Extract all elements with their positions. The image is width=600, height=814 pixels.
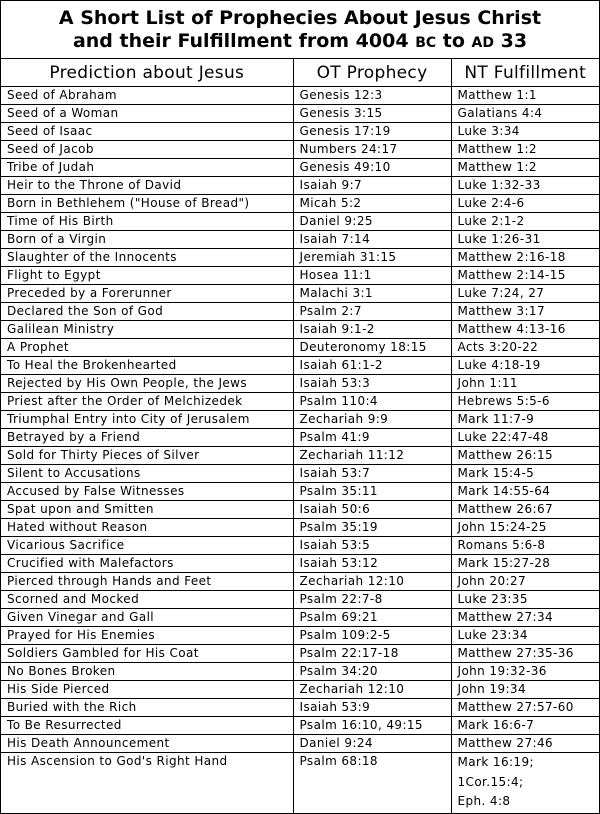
table-row: [1, 483, 599, 501]
prediction-cell: His Ascension to God's Right Hand: [1, 753, 293, 813]
table-row: [1, 357, 599, 375]
prediction-cell: Triumphal Entry into City of Jerusalem: [1, 411, 293, 429]
nt-fulfillment-cell: Matthew 27:46: [451, 735, 599, 753]
prediction-cell: No Bones Broken: [1, 663, 293, 681]
prediction-cell: Galilean Ministry: [1, 321, 293, 339]
prediction-cell: Crucified with Malefactors: [1, 555, 293, 573]
nt-fulfillment-cell: Luke 22:47-48: [451, 429, 599, 447]
nt-fulfillment-cell: Mark 15:4-5: [451, 465, 599, 483]
prediction-cell: Accused by False Witnesses: [1, 483, 293, 501]
table-row-last: [1, 753, 599, 813]
prediction-cell: Betrayed by a Friend: [1, 429, 293, 447]
era-ad: AD: [471, 35, 494, 51]
prophecy-table: [1, 59, 599, 813]
ot-prophecy-cell: Numbers 24:17: [293, 141, 451, 159]
table-row: [1, 87, 599, 105]
prediction-cell: Declared the Son of God: [1, 303, 293, 321]
ot-prophecy-cell: Micah 5:2: [293, 195, 451, 213]
table-row: [1, 159, 599, 177]
nt-fulfillment-cell: Luke 2:1-2: [451, 213, 599, 231]
table-row: [1, 285, 599, 303]
table-row: [1, 501, 599, 519]
nt-fulfillment-cell: Luke 23:34: [451, 627, 599, 645]
ot-prophecy-cell: Isaiah 53:9: [293, 699, 451, 717]
nt-fulfillment-cell: Luke 1:32-33: [451, 177, 599, 195]
prediction-cell: Seed of a Woman: [1, 105, 293, 123]
ot-prophecy-cell: Psalm 35:19: [293, 519, 451, 537]
nt-fulfillment-cell: Matthew 27:34: [451, 609, 599, 627]
nt-fulfillment-cell: John 19:32-36: [451, 663, 599, 681]
table-row: [1, 663, 599, 681]
prediction-cell: Rejected by His Own People, the Jews: [1, 375, 293, 393]
ot-prophecy-cell: Psalm 68:18: [293, 753, 451, 813]
prediction-cell: A Prophet: [1, 339, 293, 357]
table-row: [1, 465, 599, 483]
ot-prophecy-cell: Genesis 17:19: [293, 123, 451, 141]
nt-fulfillment-cell: Luke 2:4-6: [451, 195, 599, 213]
nt-fulfillment-cell: John 1:11: [451, 375, 599, 393]
ot-prophecy-cell: Isaiah 9:7: [293, 177, 451, 195]
table-row: [1, 429, 599, 447]
prediction-cell: Given Vinegar and Gall: [1, 609, 293, 627]
ot-prophecy-cell: Isaiah 61:1-2: [293, 357, 451, 375]
nt-fulfillment-cell: Mark 16:6-7: [451, 717, 599, 735]
table-row: [1, 519, 599, 537]
ot-prophecy-cell: Isaiah 50:6: [293, 501, 451, 519]
table-row: [1, 609, 599, 627]
ot-prophecy-cell: Deuteronomy 18:15: [293, 339, 451, 357]
nt-line: 1Cor.15:4;: [457, 774, 524, 789]
table-row: [1, 195, 599, 213]
table-row: [1, 735, 599, 753]
nt-fulfillment-cell: Matthew 1:2: [451, 141, 599, 159]
nt-fulfillment-cell: Matthew 2:14-15: [451, 267, 599, 285]
ot-prophecy-cell: Isaiah 7:14: [293, 231, 451, 249]
prediction-cell: Time of His Birth: [1, 213, 293, 231]
prediction-cell: His Side Pierced: [1, 681, 293, 699]
table-body: [1, 87, 599, 813]
ot-prophecy-cell: Psalm 35:11: [293, 483, 451, 501]
ot-prophecy-cell: Psalm 22:7-8: [293, 591, 451, 609]
ot-prophecy-cell: Genesis 49:10: [293, 159, 451, 177]
nt-fulfillment-cell: Mark 11:7-9: [451, 411, 599, 429]
ot-prophecy-cell: Zechariah 12:10: [293, 573, 451, 591]
nt-fulfillment-cell: Galatians 4:4: [451, 105, 599, 123]
prediction-cell: Pierced through Hands and Feet: [1, 573, 293, 591]
prediction-cell: Slaughter of the Innocents: [1, 249, 293, 267]
prediction-cell: Sold for Thirty Pieces of Silver: [1, 447, 293, 465]
prediction-cell: Preceded by a Forerunner: [1, 285, 293, 303]
nt-fulfillment-cell: Matthew 3:17: [451, 303, 599, 321]
table-row: [1, 141, 599, 159]
ot-prophecy-cell: Hosea 11:1: [293, 267, 451, 285]
ot-prophecy-cell: Daniel 9:25: [293, 213, 451, 231]
nt-fulfillment-cell: Luke 4:18-19: [451, 357, 599, 375]
table-row: [1, 717, 599, 735]
table-row: [1, 537, 599, 555]
ot-prophecy-cell: Psalm 41:9: [293, 429, 451, 447]
nt-fulfillment-cell: Romans 5:6-8: [451, 537, 599, 555]
ot-prophecy-cell: Psalm 22:17-18: [293, 645, 451, 663]
ot-prophecy-cell: Genesis 3:15: [293, 105, 451, 123]
prediction-cell: Silent to Accusations: [1, 465, 293, 483]
nt-fulfillment-cell: John 19:34: [451, 681, 599, 699]
prediction-cell: Soldiers Gambled for His Coat: [1, 645, 293, 663]
table-row: [1, 303, 599, 321]
nt-fulfillment-cell: Luke 23:35: [451, 591, 599, 609]
nt-fulfillment-cell: Matthew 26:67: [451, 501, 599, 519]
table-row: [1, 573, 599, 591]
table-row: [1, 339, 599, 357]
header-prediction: Prediction about Jesus: [1, 59, 293, 87]
nt-fulfillment-cell: Mark 15:27-28: [451, 555, 599, 573]
prediction-cell: Prayed for His Enemies: [1, 627, 293, 645]
ot-prophecy-cell: Zechariah 12:10: [293, 681, 451, 699]
ot-prophecy-cell: Malachi 3:1: [293, 285, 451, 303]
prediction-cell: Born in Bethlehem ("House of Bread"): [1, 195, 293, 213]
table-row: [1, 249, 599, 267]
document-title: [1, 1, 599, 59]
ot-prophecy-cell: Isaiah 53:7: [293, 465, 451, 483]
nt-fulfillment-cell: Luke 3:34: [451, 123, 599, 141]
ot-prophecy-cell: Psalm 69:21: [293, 609, 451, 627]
header-row: [1, 59, 599, 87]
nt-fulfillment-cell: Luke 7:24, 27: [451, 285, 599, 303]
nt-fulfillment-cell: [451, 753, 599, 813]
title-line-1: A Short List of Prophecies About Jesus Christ: [58, 7, 542, 29]
title-line-2-mid: to: [436, 30, 472, 52]
ot-prophecy-cell: Psalm 110:4: [293, 393, 451, 411]
prediction-cell: Priest after the Order of Melchizedek: [1, 393, 293, 411]
table-row: [1, 123, 599, 141]
table-row: [1, 645, 599, 663]
ot-prophecy-cell: Isaiah 9:1-2: [293, 321, 451, 339]
ot-prophecy-cell: Zechariah 9:9: [293, 411, 451, 429]
table-row: [1, 681, 599, 699]
ot-prophecy-cell: Isaiah 53:5: [293, 537, 451, 555]
table-row: [1, 591, 599, 609]
nt-fulfillment-cell: Matthew 26:15: [451, 447, 599, 465]
nt-fulfillment-cell: Matthew 27:35-36: [451, 645, 599, 663]
table-row: [1, 375, 599, 393]
prediction-cell: Born of a Virgin: [1, 231, 293, 249]
title-line-2: [1, 30, 599, 55]
table-row: [1, 177, 599, 195]
ot-prophecy-cell: Genesis 12:3: [293, 87, 451, 105]
header-ot-prophecy: OT Prophecy: [293, 59, 451, 87]
era-bc: BC: [415, 35, 437, 51]
prediction-cell: Seed of Isaac: [1, 123, 293, 141]
prediction-cell: Seed of Abraham: [1, 87, 293, 105]
table-row: [1, 267, 599, 285]
ot-prophecy-cell: Psalm 109:2-5: [293, 627, 451, 645]
ot-prophecy-cell: Zechariah 11:12: [293, 447, 451, 465]
nt-fulfillment-cell: Matthew 1:1: [451, 87, 599, 105]
table-row: [1, 393, 599, 411]
table-row: [1, 213, 599, 231]
ot-prophecy-cell: Psalm 2:7: [293, 303, 451, 321]
table-row: [1, 411, 599, 429]
nt-fulfillment-cell: Matthew 1:2: [451, 159, 599, 177]
table-row: [1, 321, 599, 339]
prediction-cell: Spat upon and Smitten: [1, 501, 293, 519]
nt-fulfillment-cell: Matthew 2:16-18: [451, 249, 599, 267]
nt-fulfillment-cell: Matthew 27:57-60: [451, 699, 599, 717]
header-nt-fulfillment: NT Fulfillment: [451, 59, 599, 87]
table-row: [1, 447, 599, 465]
nt-fulfillment-cell: Hebrews 5:5-6: [451, 393, 599, 411]
title-line-2-end: 33: [493, 30, 528, 52]
table-row: [1, 699, 599, 717]
prediction-cell: His Death Announcement: [1, 735, 293, 753]
nt-fulfillment-cell: John 15:24-25: [451, 519, 599, 537]
table-row: [1, 231, 599, 249]
prediction-cell: Tribe of Judah: [1, 159, 293, 177]
nt-line: Mark 16:19;: [457, 755, 534, 769]
prediction-cell: Vicarious Sacrifice: [1, 537, 293, 555]
ot-prophecy-cell: Isaiah 53:12: [293, 555, 451, 573]
ot-prophecy-cell: Jeremiah 31:15: [293, 249, 451, 267]
table-row: [1, 627, 599, 645]
prediction-cell: Heir to the Throne of David: [1, 177, 293, 195]
prediction-cell: Seed of Jacob: [1, 141, 293, 159]
nt-fulfillment-cell: Luke 1:26-31: [451, 231, 599, 249]
title-line-2-start: and their Fulfillment from 4004: [72, 30, 416, 52]
ot-prophecy-cell: Isaiah 53:3: [293, 375, 451, 393]
nt-line: Eph. 4:8: [457, 794, 511, 808]
ot-prophecy-cell: Psalm 16:10, 49:15: [293, 717, 451, 735]
nt-fulfillment-cell: Mark 14:55-64: [451, 483, 599, 501]
prediction-cell: To Be Resurrected: [1, 717, 293, 735]
ot-prophecy-cell: Daniel 9:24: [293, 735, 451, 753]
nt-fulfillment-cell: Matthew 4:13-16: [451, 321, 599, 339]
prediction-cell: Hated without Reason: [1, 519, 293, 537]
prediction-cell: To Heal the Brokenhearted: [1, 357, 293, 375]
table-row: [1, 105, 599, 123]
prediction-cell: Scorned and Mocked: [1, 591, 293, 609]
nt-fulfillment-cell: John 20:27: [451, 573, 599, 591]
nt-fulfillment-cell: Acts 3:20-22: [451, 339, 599, 357]
ot-prophecy-cell: Psalm 34:20: [293, 663, 451, 681]
prediction-cell: Buried with the Rich: [1, 699, 293, 717]
table-row: [1, 555, 599, 573]
prediction-cell: Flight to Egypt: [1, 267, 293, 285]
